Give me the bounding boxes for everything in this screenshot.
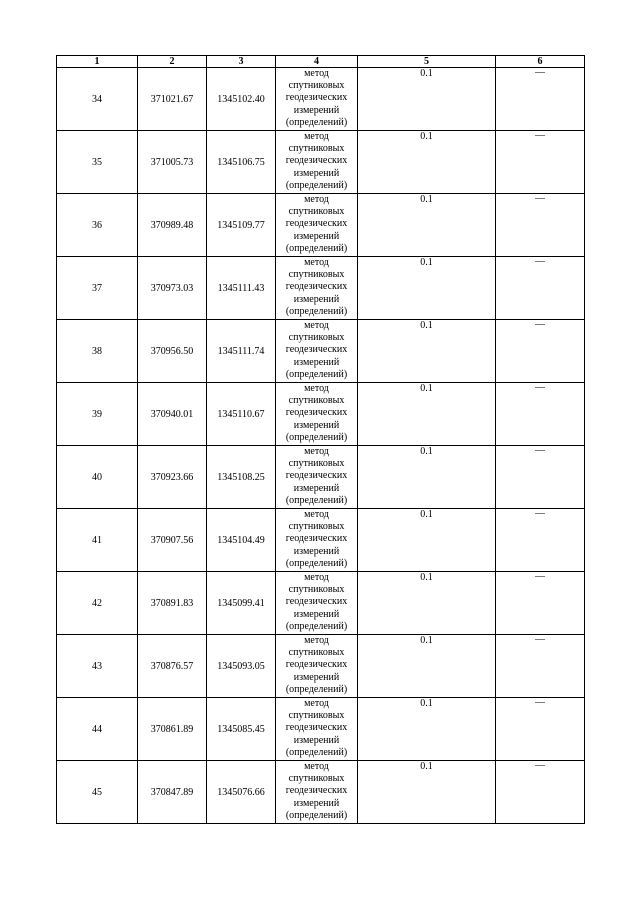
description-cell: —: [496, 194, 585, 257]
x-coordinate-cell: 371005.73: [138, 131, 207, 194]
table-row: [57, 572, 585, 635]
description-cell: —: [496, 761, 585, 824]
y-coordinate-cell: 1345093.05: [207, 635, 276, 698]
point-number-cell: 43: [57, 635, 138, 698]
description-cell: —: [496, 383, 585, 446]
accuracy-cell: 0.1: [358, 446, 496, 509]
table-body: [57, 68, 585, 824]
column-header: 5: [358, 56, 496, 68]
description-cell: —: [496, 635, 585, 698]
y-coordinate-cell: 1345111.74: [207, 320, 276, 383]
y-coordinate-cell: 1345106.75: [207, 131, 276, 194]
method-text-line: (определений): [285, 368, 348, 380]
method-cell: [276, 761, 358, 824]
method-text-line: спутниковых: [288, 395, 345, 407]
method-text-line: (определений): [285, 746, 348, 758]
y-coordinate-cell: 1345085.45: [207, 698, 276, 761]
point-number-cell: 42: [57, 572, 138, 635]
y-coordinate-cell: 1345076.66: [207, 761, 276, 824]
method-cell: [276, 320, 358, 383]
method-cell: [276, 446, 358, 509]
method-text-line: измерений: [293, 230, 340, 242]
method-text-line: метод: [304, 383, 329, 394]
x-coordinate-cell: 370940.01: [138, 383, 207, 446]
column-header: 2: [138, 56, 207, 68]
method-text-line: геодезических: [285, 218, 348, 230]
method-text-line: метод: [304, 698, 329, 709]
point-number-cell: 35: [57, 131, 138, 194]
method-text-line: метод: [304, 194, 329, 205]
x-coordinate-cell: 370907.56: [138, 509, 207, 572]
description-cell: —: [496, 446, 585, 509]
method-text-line: метод: [304, 635, 329, 646]
point-number-cell: 37: [57, 257, 138, 320]
method-text-line: геодезических: [285, 281, 348, 293]
method-text-line: спутниковых: [288, 143, 345, 155]
description-cell: —: [496, 131, 585, 194]
method-text-line: (определений): [285, 620, 348, 632]
accuracy-cell: 0.1: [358, 68, 496, 131]
method-text-line: геодезических: [285, 407, 348, 419]
method-text-line: спутниковых: [288, 647, 345, 659]
x-coordinate-cell: 370876.57: [138, 635, 207, 698]
point-number-cell: 39: [57, 383, 138, 446]
column-header: 1: [57, 56, 138, 68]
method-text-line: геодезических: [285, 470, 348, 482]
x-coordinate-cell: 370891.83: [138, 572, 207, 635]
accuracy-cell: 0.1: [358, 572, 496, 635]
y-coordinate-cell: 1345111.43: [207, 257, 276, 320]
method-text-line: измерений: [293, 104, 340, 116]
y-coordinate-cell: 1345102.40: [207, 68, 276, 131]
method-text-line: спутниковых: [288, 584, 345, 596]
method-text-line: измерений: [293, 356, 340, 368]
method-text-line: геодезических: [285, 92, 348, 104]
method-text-line: геодезических: [285, 344, 348, 356]
accuracy-cell: 0.1: [358, 635, 496, 698]
accuracy-cell: 0.1: [358, 698, 496, 761]
column-header: 6: [496, 56, 585, 68]
method-text-line: метод: [304, 509, 329, 520]
x-coordinate-cell: 370956.50: [138, 320, 207, 383]
method-text-line: метод: [304, 320, 329, 331]
method-text-line: спутниковых: [288, 458, 345, 470]
method-text-line: измерений: [293, 608, 340, 620]
method-text-line: геодезических: [285, 785, 348, 797]
description-cell: —: [496, 68, 585, 131]
table-row: [57, 68, 585, 131]
description-cell: —: [496, 257, 585, 320]
accuracy-cell: 0.1: [358, 509, 496, 572]
x-coordinate-cell: 370923.66: [138, 446, 207, 509]
table-row: [57, 635, 585, 698]
accuracy-cell: 0.1: [358, 257, 496, 320]
method-text-line: измерений: [293, 734, 340, 746]
description-cell: —: [496, 572, 585, 635]
table-row: [57, 446, 585, 509]
table-row: [57, 131, 585, 194]
accuracy-cell: 0.1: [358, 131, 496, 194]
method-text-line: (определений): [285, 809, 348, 821]
method-cell: [276, 698, 358, 761]
method-text-line: измерений: [293, 797, 340, 809]
method-text-line: измерений: [293, 293, 340, 305]
method-text-line: измерений: [293, 671, 340, 683]
x-coordinate-cell: 370861.89: [138, 698, 207, 761]
description-cell: —: [496, 509, 585, 572]
method-text-line: спутниковых: [288, 332, 345, 344]
accuracy-cell: 0.1: [358, 194, 496, 257]
method-text-line: метод: [304, 761, 329, 772]
table-row: [57, 194, 585, 257]
method-text-line: геодезических: [285, 596, 348, 608]
method-cell: [276, 131, 358, 194]
method-text-line: измерений: [293, 167, 340, 179]
accuracy-cell: 0.1: [358, 383, 496, 446]
column-header: 4: [276, 56, 358, 68]
method-text-line: (определений): [285, 494, 348, 506]
method-text-line: спутниковых: [288, 710, 345, 722]
method-text-line: метод: [304, 446, 329, 457]
method-cell: [276, 257, 358, 320]
column-header: 3: [207, 56, 276, 68]
method-text-line: (определений): [285, 305, 348, 317]
method-text-line: (определений): [285, 179, 348, 191]
point-number-cell: 40: [57, 446, 138, 509]
point-number-cell: 41: [57, 509, 138, 572]
method-text-line: (определений): [285, 431, 348, 443]
method-text-line: спутниковых: [288, 269, 345, 281]
method-cell: [276, 572, 358, 635]
method-text-line: спутниковых: [288, 206, 345, 218]
method-cell: [276, 383, 358, 446]
method-text-line: спутниковых: [288, 80, 345, 92]
method-text-line: измерений: [293, 482, 340, 494]
x-coordinate-cell: 370847.89: [138, 761, 207, 824]
method-text-line: (определений): [285, 557, 348, 569]
table-row: [57, 320, 585, 383]
point-number-cell: 44: [57, 698, 138, 761]
x-coordinate-cell: 370989.48: [138, 194, 207, 257]
x-coordinate-cell: 370973.03: [138, 257, 207, 320]
table-row: [57, 257, 585, 320]
accuracy-cell: 0.1: [358, 320, 496, 383]
y-coordinate-cell: 1345109.77: [207, 194, 276, 257]
table-row: [57, 383, 585, 446]
method-text-line: метод: [304, 131, 329, 142]
accuracy-cell: 0.1: [358, 761, 496, 824]
method-text-line: геодезических: [285, 722, 348, 734]
method-text-line: метод: [304, 572, 329, 583]
method-text-line: измерений: [293, 545, 340, 557]
point-number-cell: 38: [57, 320, 138, 383]
method-text-line: геодезических: [285, 659, 348, 671]
method-text-line: метод: [304, 68, 329, 79]
method-text-line: геодезических: [285, 533, 348, 545]
description-cell: —: [496, 320, 585, 383]
y-coordinate-cell: 1345110.67: [207, 383, 276, 446]
x-coordinate-cell: 371021.67: [138, 68, 207, 131]
method-cell: [276, 68, 358, 131]
table-header-row: [57, 56, 585, 68]
point-number-cell: 45: [57, 761, 138, 824]
method-text-line: геодезических: [285, 155, 348, 167]
method-cell: [276, 194, 358, 257]
description-cell: —: [496, 698, 585, 761]
table-row: [57, 698, 585, 761]
method-text-line: метод: [304, 257, 329, 268]
coordinates-table: [56, 55, 585, 824]
method-cell: [276, 635, 358, 698]
table-row: [57, 509, 585, 572]
method-text-line: спутниковых: [288, 773, 345, 785]
y-coordinate-cell: 1345108.25: [207, 446, 276, 509]
point-number-cell: 34: [57, 68, 138, 131]
table-row: [57, 761, 585, 824]
method-text-line: измерений: [293, 419, 340, 431]
method-cell: [276, 509, 358, 572]
method-text-line: (определений): [285, 683, 348, 695]
method-text-line: спутниковых: [288, 521, 345, 533]
method-text-line: (определений): [285, 116, 348, 128]
method-text-line: (определений): [285, 242, 348, 254]
point-number-cell: 36: [57, 194, 138, 257]
y-coordinate-cell: 1345104.49: [207, 509, 276, 572]
y-coordinate-cell: 1345099.41: [207, 572, 276, 635]
